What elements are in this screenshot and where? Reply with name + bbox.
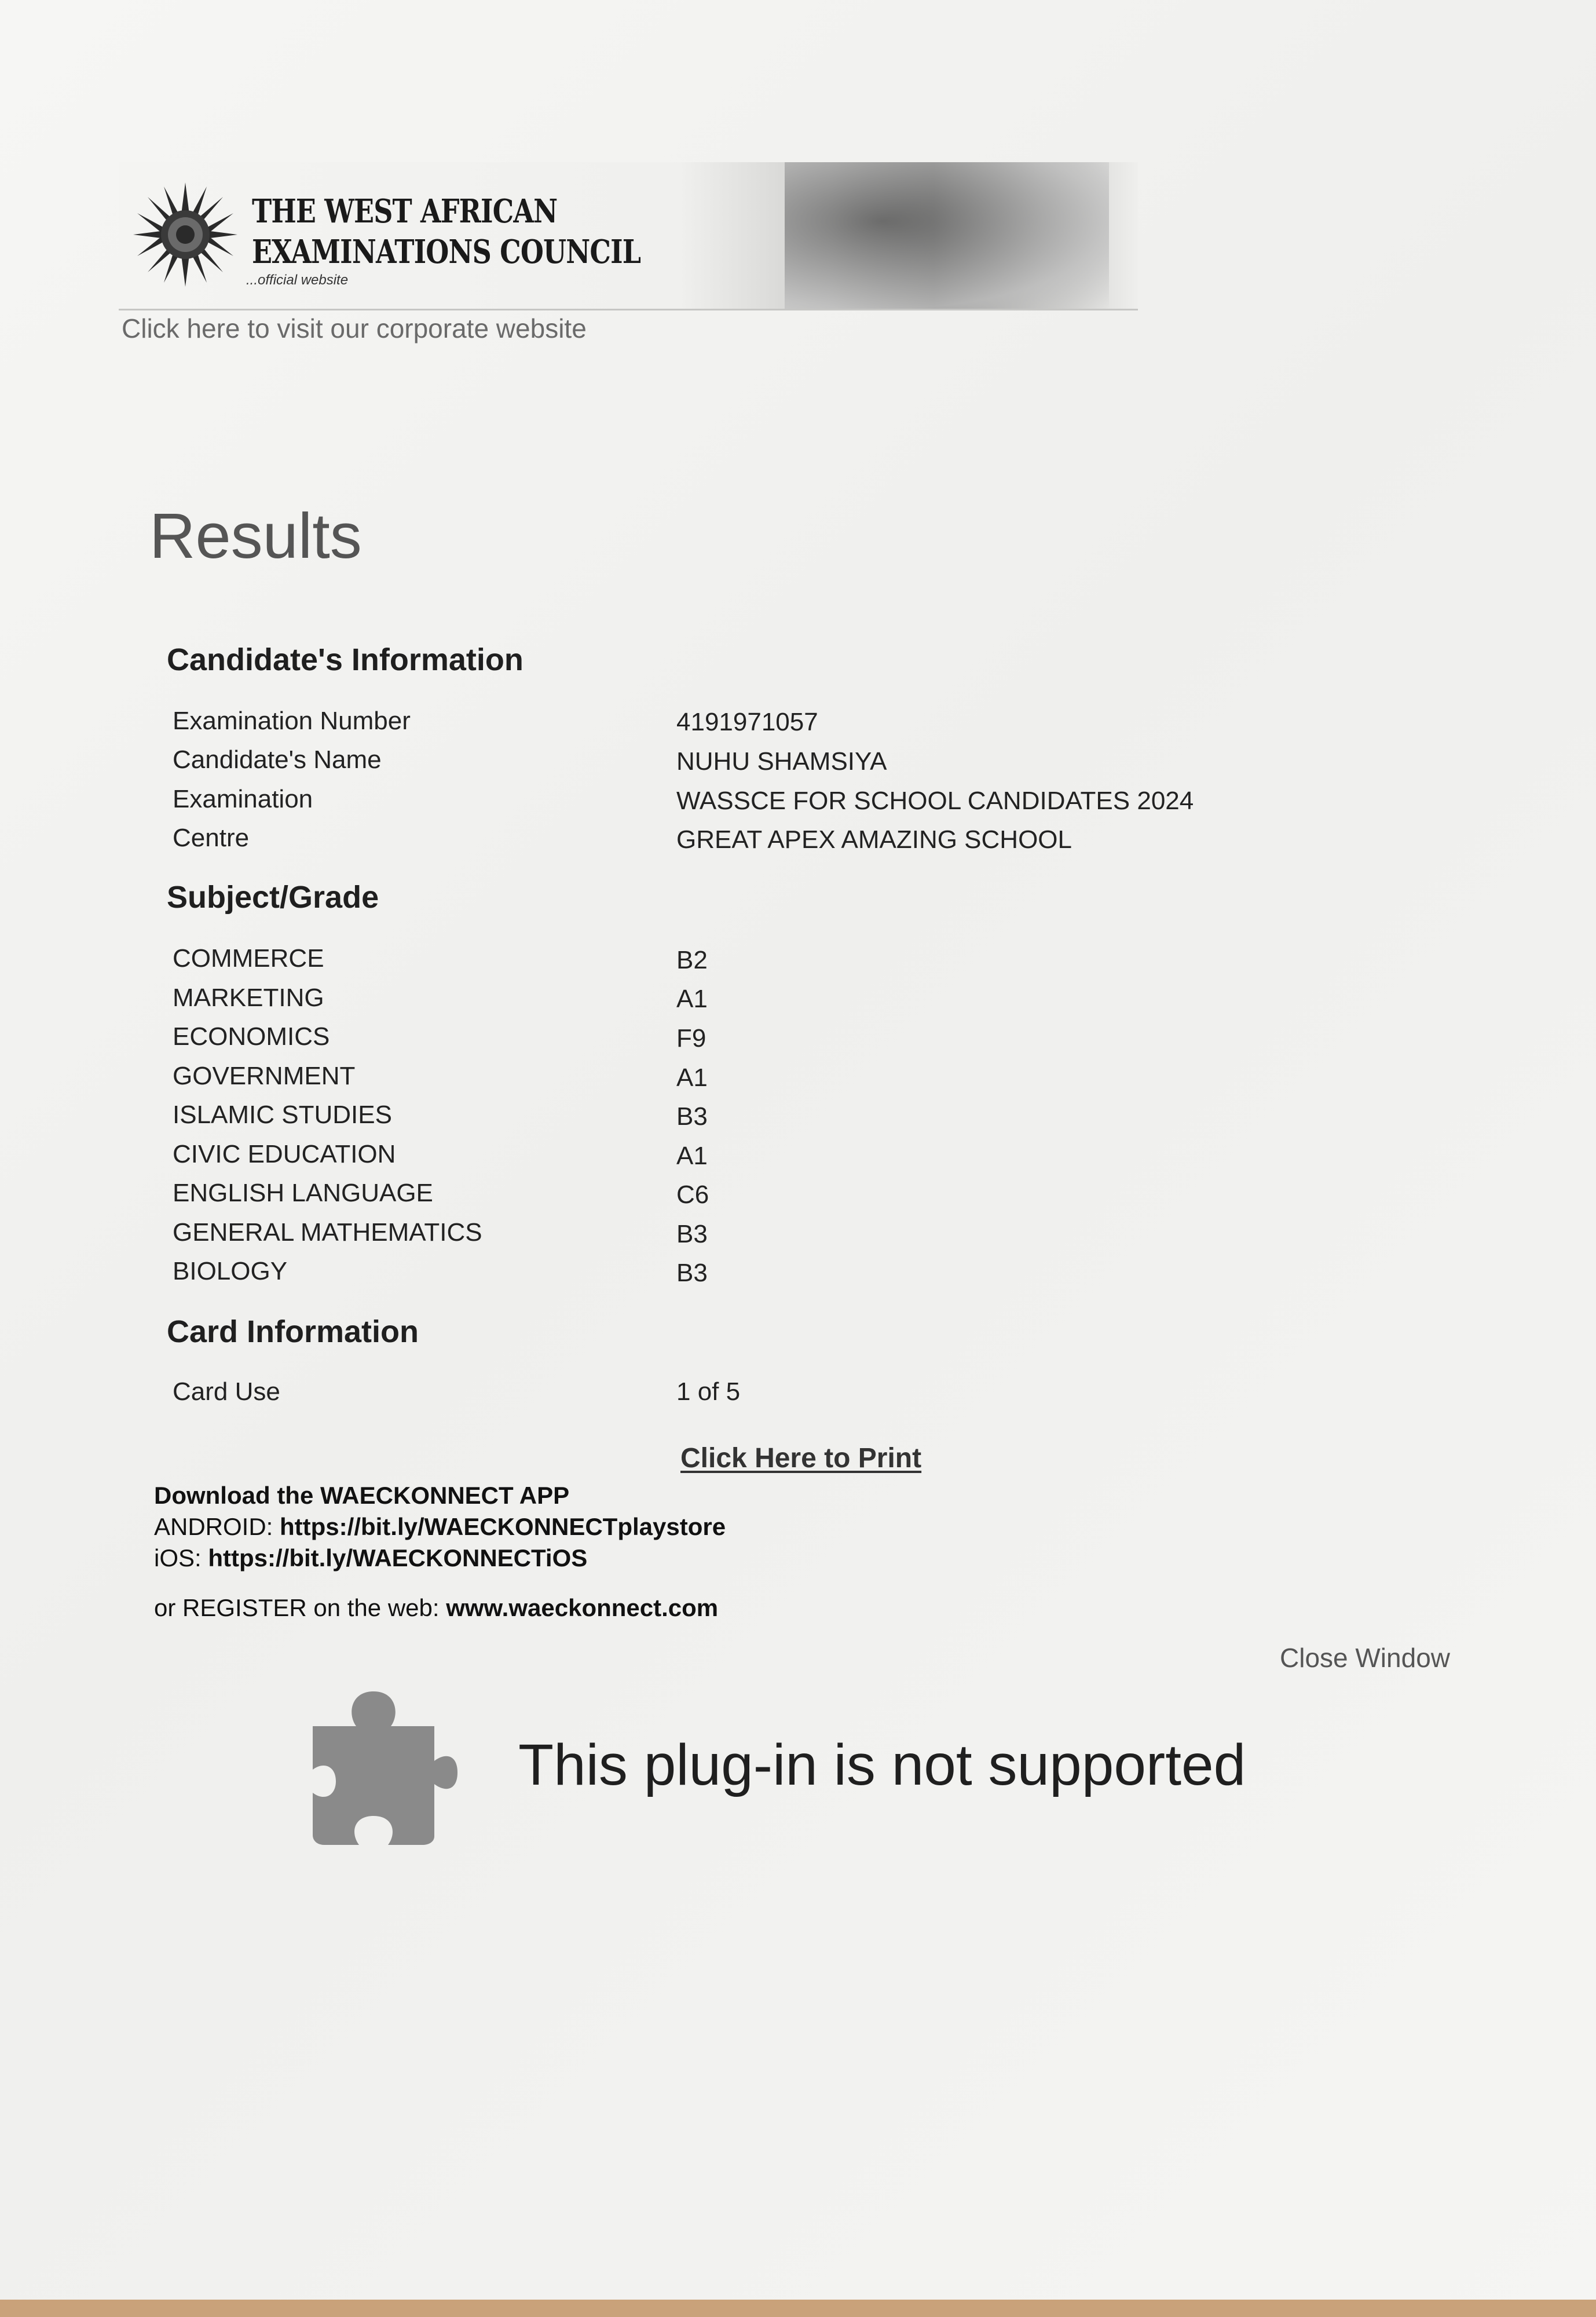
corporate-website-link[interactable]: Click here to visit our corporate website	[122, 313, 587, 343]
subject-label: GENERAL MATHEMATICS	[173, 1218, 482, 1247]
subject-label: COMMERCE	[173, 944, 324, 973]
waec-banner[interactable]	[119, 162, 1138, 310]
grade-value: B2	[676, 946, 708, 974]
grade-value: A1	[676, 1064, 708, 1092]
grade-value: F9	[676, 1024, 707, 1052]
banner-tagline: ...official website	[246, 272, 349, 288]
page-title: Results	[149, 500, 362, 572]
centre-label: Centre	[173, 824, 250, 852]
grade-value: B3	[676, 1220, 708, 1248]
grade-value: A1	[676, 985, 708, 1013]
ios-link[interactable]: https://bit.ly/WAECKONNECTiOS	[208, 1544, 588, 1572]
puzzle-piece-icon	[301, 1686, 457, 1848]
android-label: ANDROID:	[154, 1513, 280, 1540]
banner-title	[252, 191, 640, 272]
subject-label: ENGLISH LANGUAGE	[173, 1179, 433, 1207]
banner-photo	[785, 162, 1109, 310]
register-link[interactable]: www.waeckonnect.com	[446, 1594, 719, 1621]
close-window-link[interactable]: Close Window	[1280, 1643, 1450, 1673]
subject-label: BIOLOGY	[173, 1257, 288, 1285]
card-use-label: Card Use	[173, 1377, 280, 1406]
register-label: or REGISTER on the web:	[154, 1594, 446, 1621]
grade-value: C6	[676, 1181, 709, 1209]
banner-divider	[119, 309, 1138, 310]
subject-label: ECONOMICS	[173, 1022, 330, 1051]
subject-label: ISLAMIC STUDIES	[173, 1101, 392, 1129]
candidate-info-heading: Candidate's Information	[167, 642, 524, 677]
android-link[interactable]: https://bit.ly/WAECKONNECTplaystore	[280, 1513, 726, 1540]
paper-bottom-edge	[0, 2300, 1596, 2317]
subject-label: MARKETING	[173, 984, 324, 1012]
plugin-not-supported-message: This plug-in is not supported	[518, 1733, 1246, 1797]
grade-value: A1	[676, 1142, 708, 1170]
candidate-name-value: NUHU SHAMSIYA	[676, 747, 887, 776]
ios-label: iOS:	[154, 1544, 208, 1572]
examination-label: Examination	[173, 785, 313, 813]
exam-number-label: Examination Number	[173, 707, 411, 735]
card-info-heading: Card Information	[167, 1314, 419, 1349]
app-title: Download the WAECKONNECT APP	[154, 1482, 570, 1509]
card-use-value: 1 of 5	[676, 1377, 741, 1406]
centre-value: GREAT APEX AMAZING SCHOOL	[676, 825, 1072, 854]
grade-value: B3	[676, 1259, 708, 1287]
grade-value: B3	[676, 1102, 708, 1131]
exam-number-value: 4191971057	[676, 708, 818, 736]
subject-label: GOVERNMENT	[173, 1062, 356, 1090]
print-link[interactable]: Click Here to Print	[680, 1443, 922, 1474]
waec-logo-icon	[130, 180, 240, 290]
subject-grade-heading: Subject/Grade	[167, 880, 379, 915]
banner-title-line1: THE WEST AFRICAN	[252, 192, 558, 231]
candidate-name-label: Candidate's Name	[173, 745, 382, 774]
banner-title-line2: EXAMINATIONS COUNCIL	[252, 233, 641, 271]
examination-value: WASSCE FOR SCHOOL CANDIDATES 2024	[676, 787, 1194, 815]
subject-label: CIVIC EDUCATION	[173, 1140, 396, 1168]
app-download-block	[154, 1480, 726, 1624]
